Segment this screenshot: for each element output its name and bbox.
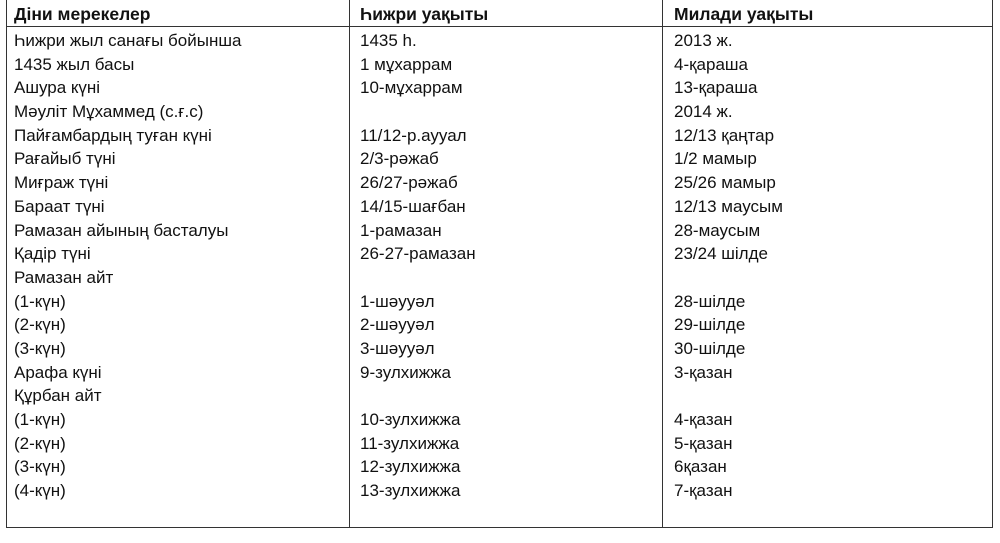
hijri-date-cell: 13-зулхижжа — [360, 481, 461, 501]
gregorian-date-cell: 12/13 маусым — [674, 196, 783, 216]
header-hijri-date: Һижри уақыты — [360, 4, 489, 24]
holiday-name-cell: Құрбан айт — [14, 386, 102, 406]
table-row — [7, 455, 992, 479]
table-row — [7, 479, 992, 503]
table-row — [7, 266, 992, 290]
holiday-name-cell: Миғраж түні — [14, 173, 109, 193]
hijri-date-cell: 1-рамазан — [360, 220, 442, 240]
hijri-date-cell: 1 мұхаррам — [360, 54, 453, 74]
holidays-table — [6, 0, 993, 528]
holiday-name-cell: (4-күн) — [14, 481, 66, 501]
hijri-date-cell: 9-зулхижжа — [360, 362, 451, 382]
gregorian-date-cell: 4-қараша — [674, 54, 749, 74]
gregorian-date-cell: 28-маусым — [674, 220, 761, 240]
holiday-name-cell: (1-күн) — [14, 410, 66, 429]
gregorian-date-cell: 4-қазан — [674, 410, 733, 429]
gregorian-date-cell: 12/13 қаңтар — [674, 125, 775, 145]
gregorian-date-cell: 13-қараша — [674, 78, 758, 98]
hijri-date-cell: 11-зулхижжа — [360, 433, 460, 453]
holiday-name-cell: 1435 жыл басы — [14, 54, 135, 74]
holiday-name-cell: (1-күн) — [14, 291, 66, 311]
table-row — [7, 432, 992, 456]
table-row — [7, 361, 992, 385]
holiday-name-cell: Һижри жыл санағы бойынша — [14, 31, 242, 50]
holiday-name-cell: (2-күн) — [14, 433, 66, 453]
holiday-name-cell: Мәуліт Мұхаммед (с.ғ.с) — [14, 102, 204, 122]
hijri-date-cell: 1-шәууәл — [360, 291, 435, 311]
gregorian-date-cell: 6қазан — [674, 457, 727, 477]
hijri-date-cell: 10-мұхаррам — [360, 78, 463, 98]
holiday-name-cell: Пайғамбардың туған күні — [14, 125, 212, 145]
table-body — [7, 29, 992, 503]
hijri-date-cell: 11/12-р.аууал — [360, 125, 467, 145]
gregorian-date-cell: 3-қазан — [674, 362, 733, 382]
holiday-name-cell: Рағайыб түні — [14, 149, 116, 169]
gregorian-date-cell: 25/26 мамыр — [674, 173, 776, 193]
table-row — [7, 242, 992, 266]
holiday-name-cell: Ашура күні — [14, 78, 101, 98]
gregorian-date-cell: 29-шілде — [674, 315, 746, 335]
hijri-date-cell: 1435 h. — [360, 31, 417, 50]
header-gregorian-date: Милади уақыты — [674, 4, 814, 24]
gregorian-date-cell: 5-қазан — [674, 433, 733, 453]
gregorian-date-cell: 1/2 мамыр — [674, 149, 757, 169]
hijri-date-cell: 2-шәууәл — [360, 315, 435, 335]
holiday-name-cell: Арафа күні — [14, 362, 102, 382]
holiday-name-cell: (2-күн) — [14, 315, 66, 335]
table-row — [7, 337, 992, 361]
table-header-row — [7, 0, 992, 27]
table-row — [7, 124, 992, 148]
table-row — [7, 100, 992, 124]
gregorian-date-cell: 2014 ж. — [674, 102, 733, 122]
holiday-name-cell: (3-күн) — [14, 457, 66, 477]
gregorian-date-cell: 7-қазан — [674, 481, 733, 501]
hijri-date-cell: 26/27-рәжаб — [360, 173, 458, 193]
table-row — [7, 76, 992, 100]
table-row — [7, 147, 992, 171]
holiday-name-cell: Рамазан айт — [14, 267, 114, 287]
holiday-name-cell: (3-күн) — [14, 338, 66, 358]
table-row — [7, 171, 992, 195]
hijri-date-cell: 26-27-рамазан — [360, 244, 476, 264]
table-row — [7, 29, 992, 53]
gregorian-date-cell: 23/24 шілде — [674, 244, 768, 264]
gregorian-date-cell: 30-шілде — [674, 338, 746, 358]
header-religious-holidays: Діни мерекелер — [14, 4, 151, 24]
hijri-date-cell: 14/15-шағбан — [360, 196, 466, 216]
gregorian-date-cell: 2013 ж. — [674, 31, 733, 50]
holiday-name-cell: Бараат түні — [14, 196, 105, 216]
table-row — [7, 290, 992, 314]
holiday-name-cell: Рамазан айының басталуы — [14, 220, 229, 240]
holiday-name-cell: Қадір түні — [14, 244, 91, 264]
table-row — [7, 384, 992, 408]
table-row — [7, 219, 992, 243]
hijri-date-cell: 10-зулхижжа — [360, 410, 461, 429]
hijri-date-cell: 3-шәууәл — [360, 338, 435, 358]
table-row — [7, 195, 992, 219]
hijri-date-cell: 12-зулхижжа — [360, 457, 461, 477]
table-row — [7, 53, 992, 77]
table-row — [7, 313, 992, 337]
table-row — [7, 408, 992, 432]
gregorian-date-cell: 28-шілде — [674, 291, 746, 311]
hijri-date-cell: 2/3-рәжаб — [360, 149, 439, 169]
